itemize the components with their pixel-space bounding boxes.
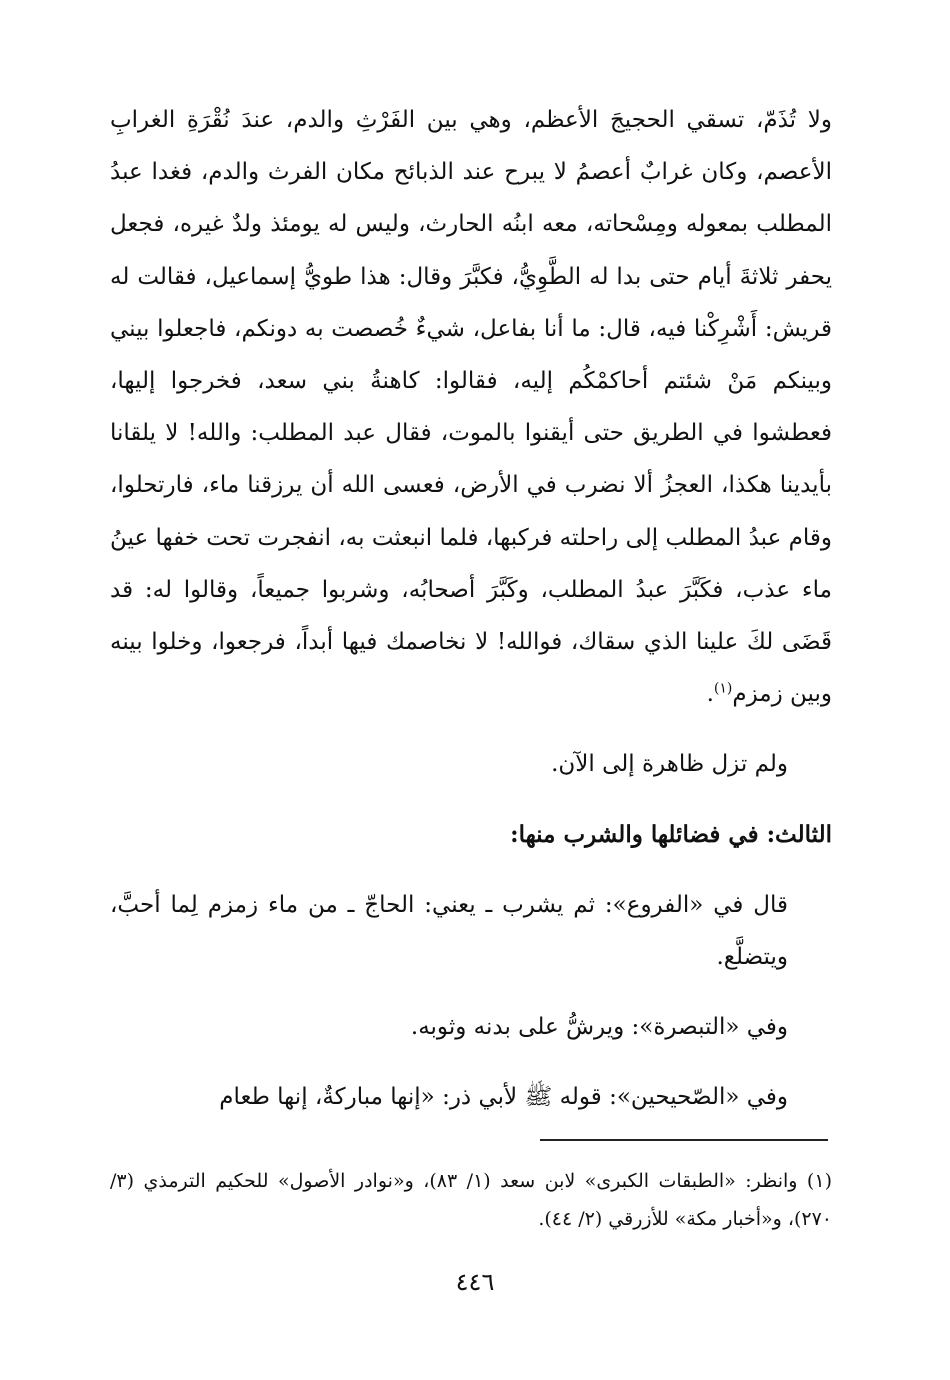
paragraph-still-visible: ولم تزل ظاهرة إلى الآن.: [551, 751, 788, 778]
paragraph-tabsira-quote: وفي «التبصرة»: ويرشُّ على بدنه وثوبه.: [410, 1014, 788, 1041]
footnote: [110, 1162, 832, 1238]
paragraph-text: ولا تُذَمّ، تسقي الحجيجَ الأعظم، وهي بين الفَرْثِ والدم، عندَ نُقْرَةِ الغرابِ الأعصم، وكان غرابٌ أعصمُ لا يبرح عند الذبائح مكان الفرث والدم، فغدا عبدُ المطلب بمعوله ومِسْحاته، معه ابنُه الحارث، وليس له يومئذ ولدٌ غيره، فجعل يحفر ثلاثةَ أيام حتى بدا له الطَّوِيُّ، فكبَّرَ وقال: هذا طويُّ إسماعيل، فقالت له قريش: أَشْرِكْنا فيه، قال: ما أنا بفاعل، شيءٌ خُصصت به دونكم، فاجعلوا بيني وبينكم مَنْ شئتم أحاكمْكُم إليه، فقالوا: كاهنةُ بني سعد، فخرجوا إليها، فعطشوا في الطريق حتى أيقنوا بالموت، فقال عبد المطلب: والله! لا يلقانا بأيدينا هكذا، العجزُ ألا نضرب في الأرض، فعسى الله أن يرزقنا ماء، فارتحلوا، وقام عبدُ المطلب إلى راحلته فركبها، فلما انبعثت به، انفجرت تحت خفها عينُ ماء عذب، فكَبَّرَ عبدُ المطلب، وكَبَّرَ أصحابُه، وشربوا جميعاً، وقالوا له: قد قَضَى لكَ علينا الذي سقاك، فوالله! لا نخاصمك فيها أبداً، فرجعوا، وخلوا بينه وبين زمزم: [110, 107, 833, 708]
page-number: ٤٤٦: [455, 1268, 495, 1296]
paragraph-sahihayn-quote: وفي «الصّحيحين»: قوله ﷺ لأبي ذر: «إنها مباركةٌ، إنها طعام: [219, 1084, 788, 1111]
footnote-text: (١) وانظر: «الطبقات الكبرى» لابن سعد (١/ ٨٣)، و«نوادر الأصول» للحكيم الترمذي (٣/ ٢٧٠)، و«أخبار مكة» للأزرقي (٢/ ٤٤).: [110, 1170, 832, 1230]
paragraph-furu-quote: قال في «الفروع»: ثم يشرب ـ يعني: الحاجّ ـ من ماء زمزم لِما أحبَّ، ويتضلَّع.: [110, 891, 788, 971]
paragraph-end-mark: .: [706, 681, 714, 708]
footnote-reference: (١): [713, 680, 733, 697]
paragraph-zamzam-story: [110, 94, 832, 720]
section-heading: الثالث: في فضائلها والشرب منها:: [510, 820, 832, 848]
footnote-separator: [540, 1139, 828, 1141]
main-text: [110, 94, 832, 1124]
